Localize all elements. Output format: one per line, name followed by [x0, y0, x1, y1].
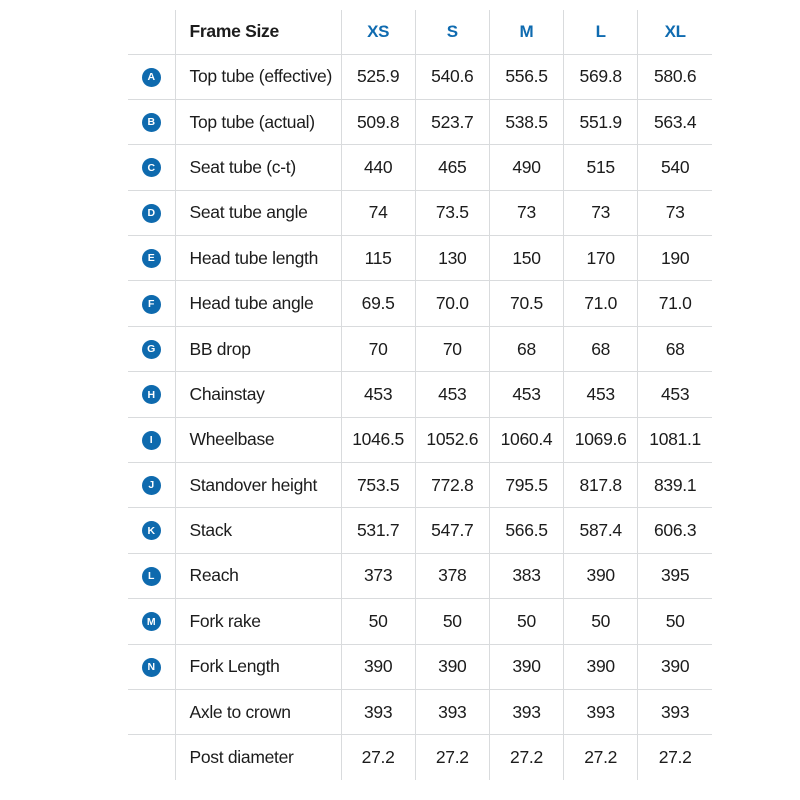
row-value: 50	[415, 599, 489, 644]
row-letter-badge: K	[142, 521, 161, 540]
row-value: 839.1	[638, 463, 712, 508]
row-value: 540	[638, 145, 712, 190]
row-value: 71.0	[638, 281, 712, 326]
frame-size-header: Frame Size	[175, 10, 341, 54]
row-value: 551.9	[564, 99, 638, 144]
row-label: Fork rake	[175, 599, 341, 644]
table-row	[128, 190, 712, 235]
row-letter-badge: I	[142, 431, 161, 450]
row-badge-cell	[128, 599, 175, 644]
size-header-s: S	[415, 10, 489, 54]
row-badge-cell	[128, 417, 175, 462]
row-letter-badge: J	[142, 476, 161, 495]
row-letter-badge: C	[142, 158, 161, 177]
row-label: Axle to crown	[175, 689, 341, 734]
row-value: 795.5	[489, 463, 563, 508]
row-value: 587.4	[564, 508, 638, 553]
row-value: 453	[341, 372, 415, 417]
row-value: 566.5	[489, 508, 563, 553]
row-value: 390	[638, 644, 712, 689]
row-value: 440	[341, 145, 415, 190]
row-letter-badge: H	[142, 385, 161, 404]
row-value: 50	[489, 599, 563, 644]
row-letter-badge: D	[142, 204, 161, 223]
table-row	[128, 145, 712, 190]
table-row	[128, 326, 712, 371]
row-badge-cell	[128, 463, 175, 508]
row-value: 1081.1	[638, 417, 712, 462]
table-row	[128, 735, 712, 780]
row-value: 390	[341, 644, 415, 689]
table-row	[128, 99, 712, 144]
row-value: 1069.6	[564, 417, 638, 462]
row-badge-cell	[128, 735, 175, 780]
row-value: 1060.4	[489, 417, 563, 462]
row-badge-cell	[128, 190, 175, 235]
row-value: 69.5	[341, 281, 415, 326]
row-value: 70	[341, 326, 415, 371]
row-value: 393	[341, 689, 415, 734]
row-value: 390	[564, 644, 638, 689]
row-badge-cell	[128, 326, 175, 371]
row-value: 509.8	[341, 99, 415, 144]
row-badge-cell	[128, 99, 175, 144]
row-label: Seat tube angle	[175, 190, 341, 235]
row-value: 390	[415, 644, 489, 689]
row-value: 390	[489, 644, 563, 689]
size-header-m: M	[489, 10, 563, 54]
row-value: 68	[638, 326, 712, 371]
row-value: 27.2	[341, 735, 415, 780]
row-value: 190	[638, 236, 712, 281]
row-value: 453	[489, 372, 563, 417]
row-badge-cell	[128, 236, 175, 281]
row-letter-badge: N	[142, 658, 161, 677]
row-value: 150	[489, 236, 563, 281]
table-row	[128, 417, 712, 462]
row-value: 68	[489, 326, 563, 371]
row-value: 378	[415, 553, 489, 598]
table-row	[128, 508, 712, 553]
row-letter-badge: M	[142, 612, 161, 631]
row-label: Top tube (actual)	[175, 99, 341, 144]
row-value: 68	[564, 326, 638, 371]
row-value: 817.8	[564, 463, 638, 508]
row-value: 73	[489, 190, 563, 235]
size-header-xs: XS	[341, 10, 415, 54]
row-label: Stack	[175, 508, 341, 553]
size-header-xl: XL	[638, 10, 712, 54]
row-value: 453	[415, 372, 489, 417]
table-row	[128, 599, 712, 644]
row-value: 531.7	[341, 508, 415, 553]
row-label: Chainstay	[175, 372, 341, 417]
row-badge-cell	[128, 372, 175, 417]
row-value: 70.0	[415, 281, 489, 326]
row-badge-cell	[128, 54, 175, 99]
row-badge-cell	[128, 508, 175, 553]
row-label: Head tube angle	[175, 281, 341, 326]
row-badge-cell	[128, 281, 175, 326]
row-value: 523.7	[415, 99, 489, 144]
row-label: Seat tube (c-t)	[175, 145, 341, 190]
row-value: 70	[415, 326, 489, 371]
row-label: BB drop	[175, 326, 341, 371]
row-letter-badge: G	[142, 340, 161, 359]
row-value: 50	[638, 599, 712, 644]
row-badge-cell	[128, 644, 175, 689]
row-value: 27.2	[415, 735, 489, 780]
row-label: Head tube length	[175, 236, 341, 281]
row-value: 569.8	[564, 54, 638, 99]
row-value: 453	[564, 372, 638, 417]
row-value: 490	[489, 145, 563, 190]
row-letter-badge: B	[142, 113, 161, 132]
row-letter-badge: E	[142, 249, 161, 268]
row-value: 393	[638, 689, 712, 734]
row-value: 1046.5	[341, 417, 415, 462]
row-label: Wheelbase	[175, 417, 341, 462]
table-row	[128, 54, 712, 99]
row-value: 170	[564, 236, 638, 281]
frame-geometry-table	[128, 10, 712, 780]
row-value: 50	[341, 599, 415, 644]
row-letter-badge: F	[142, 295, 161, 314]
row-value: 580.6	[638, 54, 712, 99]
row-value: 393	[564, 689, 638, 734]
row-value: 465	[415, 145, 489, 190]
row-value: 1052.6	[415, 417, 489, 462]
row-value: 753.5	[341, 463, 415, 508]
row-letter-badge: L	[142, 567, 161, 586]
row-label: Top tube (effective)	[175, 54, 341, 99]
row-badge-cell	[128, 689, 175, 734]
row-value: 395	[638, 553, 712, 598]
row-label: Reach	[175, 553, 341, 598]
row-value: 71.0	[564, 281, 638, 326]
row-value: 606.3	[638, 508, 712, 553]
row-value: 525.9	[341, 54, 415, 99]
row-value: 383	[489, 553, 563, 598]
badge-column-header	[128, 10, 175, 54]
row-value: 27.2	[638, 735, 712, 780]
row-value: 772.8	[415, 463, 489, 508]
table-header-row	[128, 10, 712, 54]
row-value: 50	[564, 599, 638, 644]
row-value: 538.5	[489, 99, 563, 144]
table-row	[128, 281, 712, 326]
row-value: 27.2	[564, 735, 638, 780]
row-value: 27.2	[489, 735, 563, 780]
row-value: 393	[489, 689, 563, 734]
row-value: 130	[415, 236, 489, 281]
table-row	[128, 236, 712, 281]
row-value: 563.4	[638, 99, 712, 144]
row-value: 115	[341, 236, 415, 281]
row-badge-cell	[128, 145, 175, 190]
row-badge-cell	[128, 553, 175, 598]
row-value: 453	[638, 372, 712, 417]
table-row	[128, 689, 712, 734]
row-value: 73	[638, 190, 712, 235]
row-label: Fork Length	[175, 644, 341, 689]
table-row	[128, 553, 712, 598]
row-label: Standover height	[175, 463, 341, 508]
row-value: 373	[341, 553, 415, 598]
table-row	[128, 372, 712, 417]
row-value: 540.6	[415, 54, 489, 99]
row-value: 73.5	[415, 190, 489, 235]
row-value: 74	[341, 190, 415, 235]
row-value: 70.5	[489, 281, 563, 326]
row-label: Post diameter	[175, 735, 341, 780]
table-row	[128, 463, 712, 508]
row-value: 556.5	[489, 54, 563, 99]
row-value: 547.7	[415, 508, 489, 553]
row-letter-badge: A	[142, 68, 161, 87]
row-value: 73	[564, 190, 638, 235]
table-row	[128, 644, 712, 689]
size-header-l: L	[564, 10, 638, 54]
row-value: 390	[564, 553, 638, 598]
row-value: 515	[564, 145, 638, 190]
row-value: 393	[415, 689, 489, 734]
